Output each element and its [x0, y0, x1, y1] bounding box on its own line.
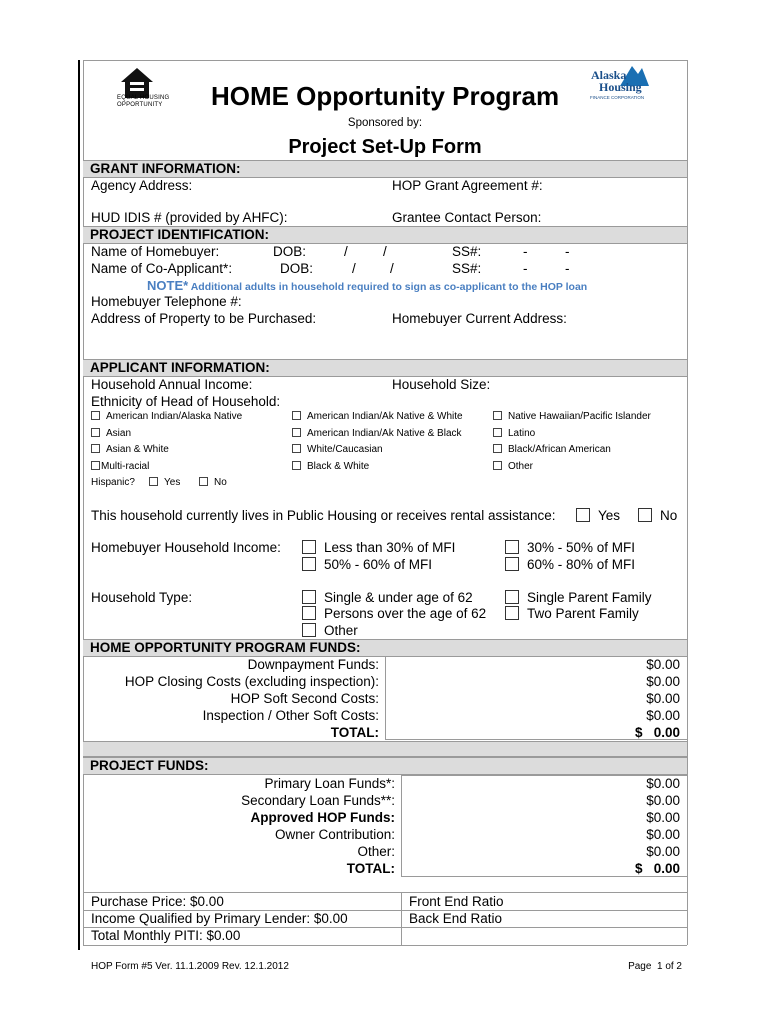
type-option[interactable]	[302, 590, 473, 606]
page-title: HOME Opportunity Program	[210, 81, 560, 111]
page-number: Page 1 of 2	[628, 961, 682, 972]
checkbox[interactable]	[302, 540, 316, 554]
telephone-label: Homebuyer Telephone #:	[91, 294, 242, 309]
option-label: American Indian/Ak Native & White	[307, 411, 463, 422]
checkbox[interactable]	[302, 557, 316, 571]
type-option[interactable]	[505, 590, 652, 606]
ethnicity-label: Ethnicity of Head of Household:	[91, 394, 281, 409]
checkbox[interactable]	[576, 508, 590, 522]
checkbox[interactable]	[505, 606, 519, 620]
hop-funds-section-title: HOME OPPORTUNITY PROGRAM FUNDS:	[90, 640, 361, 655]
ethnicity-option[interactable]	[292, 460, 369, 473]
checkbox[interactable]	[292, 461, 301, 470]
income-option[interactable]	[302, 540, 455, 556]
option-label: No	[214, 477, 227, 488]
homebuyer-ss-dash2: -	[565, 244, 570, 259]
ethnicity-option[interactable]	[91, 460, 149, 473]
homebuyer-name-label: Name of Homebuyer:	[91, 244, 220, 259]
primary-loan-value[interactable]: $0.00	[646, 776, 680, 791]
homebuyer-dob-label: DOB:	[273, 244, 307, 259]
checkbox[interactable]	[91, 461, 100, 470]
checkbox[interactable]	[493, 461, 502, 470]
co-applicant-ss-label: SS#:	[452, 261, 482, 276]
hop-soft-second-value[interactable]: $0.00	[646, 691, 680, 706]
type-option[interactable]	[302, 623, 358, 639]
ethnicity-option[interactable]	[91, 443, 169, 456]
ethnicity-option[interactable]	[292, 427, 462, 440]
form-title: Project Set-Up Form	[288, 136, 482, 158]
project-funds-section-header	[83, 757, 687, 775]
hop-closing-value[interactable]: $0.00	[646, 674, 680, 689]
option-label: Less than 30% of MFI	[324, 540, 456, 555]
income-option[interactable]	[505, 540, 635, 556]
option-label: 60% - 80% of MFI	[527, 557, 636, 572]
grantee-contact-label: Grantee Contact Person:	[392, 210, 542, 225]
front-end-ratio: Front End Ratio	[409, 894, 504, 909]
checkbox[interactable]	[505, 540, 519, 554]
co-applicant-dob-slash1: /	[352, 261, 356, 276]
hud-idis-label: HUD IDIS # (provided by AHFC):	[91, 210, 288, 225]
secondary-loan-label: Secondary Loan Funds**:	[241, 793, 395, 808]
primary-loan-label: Primary Loan Funds*:	[264, 776, 395, 791]
checkbox[interactable]	[505, 590, 519, 604]
frame-top	[83, 60, 687, 61]
option-label: No	[660, 508, 678, 523]
option-label: Black & White	[307, 461, 370, 472]
type-option[interactable]	[302, 606, 486, 622]
finance-corporation-text: FINANCE CORPORATION	[590, 95, 645, 100]
section-spacer-bar	[83, 741, 687, 757]
checkbox[interactable]	[638, 508, 652, 522]
public-housing-no[interactable]	[638, 508, 677, 524]
option-label: American Indian/Alaska Native	[106, 411, 243, 422]
hop-total-label: TOTAL:	[330, 725, 379, 740]
project-section-header	[83, 226, 687, 244]
ethnicity-option[interactable]	[292, 443, 383, 456]
note-text: Additional adults in household required to sign as co-applicant to the HOP loan	[188, 281, 588, 293]
form-version: HOP Form #5 Ver. 11.1.2009 Rev. 12.1.2012	[91, 961, 289, 972]
secondary-loan-value[interactable]: $0.00	[646, 793, 680, 808]
other-funds-label: Other:	[357, 844, 395, 859]
applicant-section-title: APPLICANT INFORMATION:	[90, 360, 270, 375]
household-size-label: Household Size:	[392, 377, 491, 392]
checkbox[interactable]	[292, 444, 301, 453]
hop-downpayment-value[interactable]: $0.00	[646, 657, 680, 672]
co-applicant-ss-dash2: -	[565, 261, 570, 276]
hop-closing-label: HOP Closing Costs (excluding inspection):	[124, 674, 379, 689]
summary-divider	[401, 892, 402, 945]
income-option[interactable]	[505, 557, 635, 573]
checkbox[interactable]	[199, 477, 208, 486]
option-label: Other	[508, 461, 534, 472]
hop-inspection-value[interactable]: $0.00	[646, 708, 680, 723]
option-label: Persons over the age of 62	[324, 606, 487, 621]
ethnicity-option[interactable]	[493, 443, 611, 456]
hispanic-no[interactable]	[199, 476, 227, 489]
ethnicity-option[interactable]	[493, 427, 535, 440]
option-label: 50% - 60% of MFI	[324, 557, 433, 572]
option-label: Latino	[508, 428, 536, 439]
checkbox[interactable]	[91, 428, 100, 437]
applicant-section-header	[83, 359, 687, 377]
ethnicity-option[interactable]	[91, 427, 131, 440]
grant-agreement-label: HOP Grant Agreement #:	[392, 178, 543, 193]
option-label: Asian & White	[106, 444, 169, 455]
homebuyer-ss-dash1: -	[523, 244, 528, 259]
frame-right	[687, 60, 688, 945]
checkbox[interactable]	[302, 590, 316, 604]
annual-income-label: Household Annual Income:	[91, 377, 253, 392]
hop-soft-second-label: HOP Soft Second Costs:	[230, 691, 379, 706]
co-applicant-name-label: Name of Co-Applicant*:	[91, 261, 233, 276]
project-total-label: TOTAL:	[346, 861, 395, 876]
checkbox[interactable]	[149, 477, 158, 486]
sponsored-by: Sponsored by:	[347, 117, 423, 129]
alaska-text: Alaska	[591, 68, 627, 82]
income-option[interactable]	[302, 557, 432, 573]
owner-contribution-value[interactable]: $0.00	[646, 827, 680, 842]
equal-housing-text: EQUAL HOUSING OPPORTUNITY	[117, 95, 170, 108]
project-funds-section-title: PROJECT FUNDS:	[90, 758, 209, 773]
hispanic-yes[interactable]	[149, 476, 180, 489]
grant-section-header	[83, 160, 687, 178]
ethnicity-option[interactable]	[292, 410, 463, 423]
ethnicity-option[interactable]	[493, 410, 651, 423]
option-label: American Indian/Ak Native & Black	[307, 428, 462, 439]
hop-total-value: $ 0.00	[634, 725, 680, 740]
hispanic-label: Hispanic?	[91, 477, 135, 488]
hop-inspection-label: Inspection / Other Soft Costs:	[202, 708, 379, 723]
public-housing-yes[interactable]	[576, 508, 620, 524]
co-applicant-ss-dash1: -	[523, 261, 528, 276]
checkbox[interactable]	[91, 444, 100, 453]
project-total-value: $ 0.00	[634, 861, 680, 876]
page-left-rule	[78, 60, 80, 950]
option-label: Single Parent Family	[527, 590, 652, 605]
checkbox[interactable]	[505, 557, 519, 571]
checkbox[interactable]	[292, 411, 301, 420]
hop-downpayment-label: Downpayment Funds:	[247, 657, 379, 672]
summary-top-rule	[83, 892, 687, 893]
owner-contribution-label: Owner Contribution:	[274, 827, 395, 842]
option-label: Native Hawaiian/Pacific Islander	[508, 411, 651, 422]
checkbox[interactable]	[91, 411, 100, 420]
option-label: Asian	[106, 428, 132, 439]
checkbox[interactable]	[302, 606, 316, 620]
back-end-ratio: Back End Ratio	[409, 911, 503, 926]
checkbox[interactable]	[493, 428, 502, 437]
approved-hop-label: Approved HOP Funds:	[250, 810, 395, 825]
purchase-price: Purchase Price: $0.00	[91, 894, 224, 909]
note-label: NOTE*	[147, 278, 189, 293]
homebuyer-dob-slash1: /	[344, 244, 348, 259]
checkbox[interactable]	[302, 623, 316, 637]
hop-funds-section-header	[83, 639, 687, 657]
option-label: Black/African American	[508, 444, 611, 455]
current-address-label: Homebuyer Current Address:	[392, 311, 567, 326]
other-funds-value[interactable]: $0.00	[646, 844, 680, 859]
household-type-label: Household Type:	[91, 590, 193, 605]
ethnicity-option[interactable]	[91, 410, 242, 423]
project-section-title: PROJECT IDENTIFICATION:	[90, 227, 270, 242]
option-label: Yes	[164, 477, 181, 488]
co-applicant-note	[147, 278, 587, 295]
checkbox[interactable]	[292, 428, 301, 437]
homebuyer-ss-label: SS#:	[452, 244, 482, 259]
homebuyer-dob-slash2: /	[383, 244, 387, 259]
option-label: 30% - 50% of MFI	[527, 540, 636, 555]
income-qualified: Income Qualified by Primary Lender: $0.00	[91, 911, 348, 926]
agency-address-label: Agency Address:	[91, 178, 193, 193]
property-address-label: Address of Property to be Purchased:	[91, 311, 317, 326]
checkbox[interactable]	[493, 411, 502, 420]
option-label: Other	[324, 623, 358, 638]
public-housing-question: This household currently lives in Public Housing or receives rental assistance:	[91, 508, 556, 523]
ethnicity-option[interactable]	[493, 460, 533, 473]
approved-hop-value[interactable]: $0.00	[646, 810, 680, 825]
co-applicant-dob-slash2: /	[390, 261, 394, 276]
housing-text: Housing	[599, 80, 642, 94]
option-label: Multi-racial	[101, 461, 150, 472]
total-monthly-piti: Total Monthly PITI: $0.00	[91, 928, 241, 943]
checkbox[interactable]	[493, 444, 502, 453]
summary-bottom-rule	[83, 945, 687, 946]
co-applicant-dob-label: DOB:	[280, 261, 314, 276]
household-income-label: Homebuyer Household Income:	[91, 540, 281, 555]
option-label: Single & under age of 62	[324, 590, 473, 605]
grant-section-title: GRANT INFORMATION:	[90, 161, 241, 176]
type-option[interactable]	[505, 606, 639, 622]
option-label: White/Caucasian	[307, 444, 383, 455]
option-label: Yes	[598, 508, 621, 523]
option-label: Two Parent Family	[527, 606, 639, 621]
